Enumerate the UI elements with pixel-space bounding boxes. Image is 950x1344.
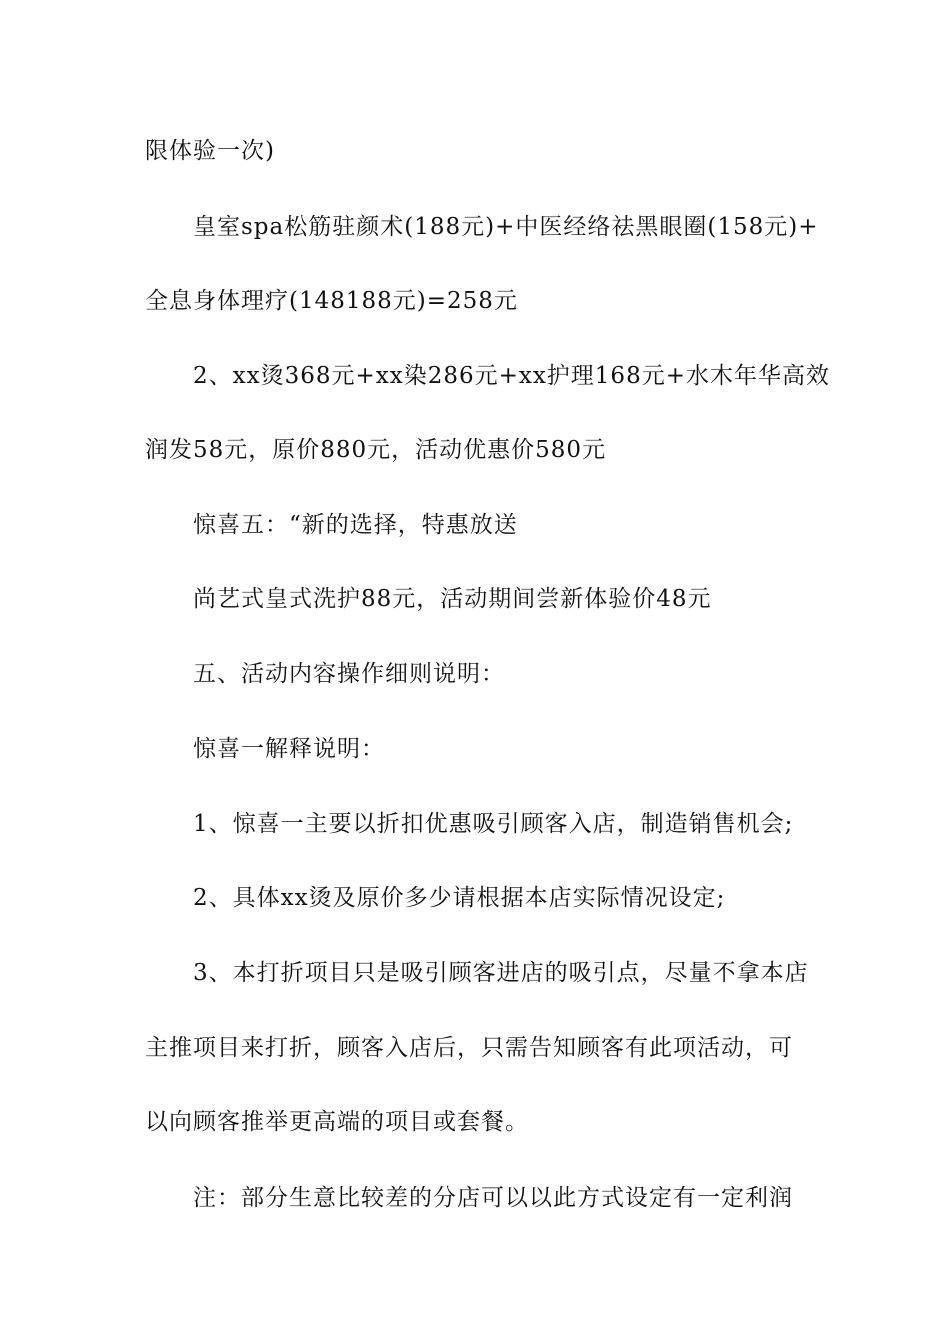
- text-line: 尚艺式皇式洗护88元，活动期间尝新体验价48元: [193, 586, 712, 612]
- text-line: 以向顾客推举更高端的项目或套餐。: [145, 1109, 529, 1135]
- section-heading: 惊喜一解释说明：: [193, 736, 385, 762]
- section-heading: 五、活动内容操作细则说明：: [193, 661, 505, 687]
- section-heading: 惊喜五：“新的选择，特惠放送: [193, 512, 518, 538]
- text-line: 2、xx烫368元+xx染286元+xx护理168元+水木年华高效: [193, 363, 830, 389]
- text-line: 主推项目来打折，顾客入店后，只需告知顾客有此项活动，可: [145, 1035, 793, 1061]
- text-line: 全息身体理疗(148188元)=258元: [145, 288, 518, 314]
- list-item: 1、惊喜一主要以折扣优惠吸引顾客入店，制造销售机会;: [193, 811, 794, 837]
- list-item: 3、本打折项目只是吸引顾客进店的吸引点，尽量不拿本店: [193, 960, 809, 986]
- note-line: 注：部分生意比较差的分店可以以此方式设定有一定利润: [193, 1185, 793, 1211]
- text-line: 限体验一次): [145, 138, 275, 164]
- text-line: 皇室spa松筋驻颜术(188元)+中医经络祛黑眼圈(158元)+: [193, 214, 819, 240]
- list-item: 2、具体xx烫及原价多少请根据本店实际情况设定;: [193, 885, 726, 911]
- text-line: 润发58元，原价880元，活动优惠价580元: [145, 437, 607, 463]
